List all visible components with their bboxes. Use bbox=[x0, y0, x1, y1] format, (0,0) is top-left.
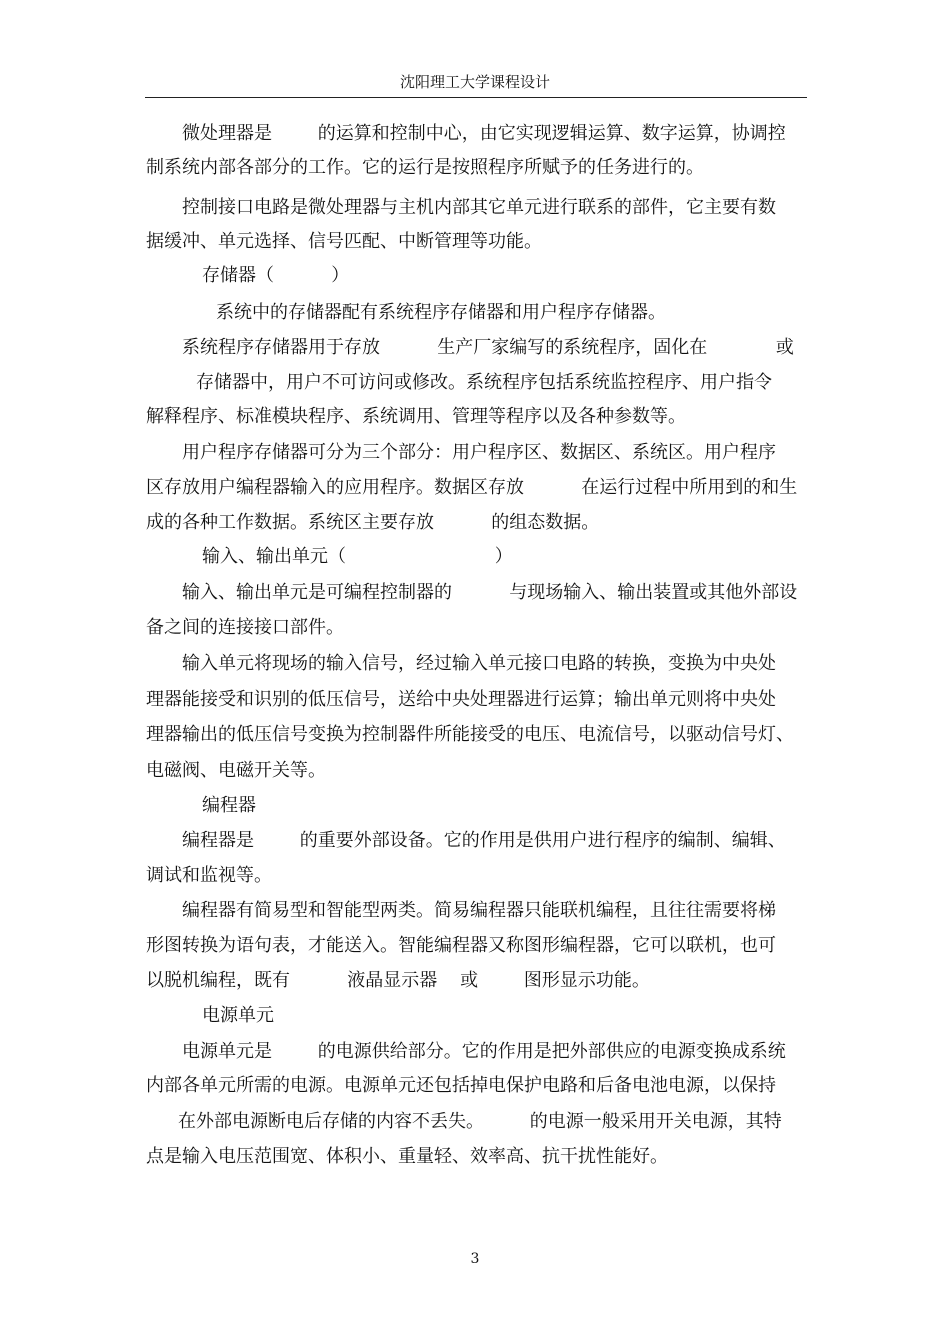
body-line: 存储器中，用户不可访问或修改。系统程序包括系统监控程序、用户指令 bbox=[196, 372, 772, 393]
body-line: 用户程序存储器可分为三个部分：用户程序区、数据区、系统区。用户程序 bbox=[182, 442, 776, 463]
body-line: 系统中的存储器配有系统程序存储器和用户程序存储器。 bbox=[216, 302, 666, 323]
body-line: 控制接口电路是微处理器与主机内部其它单元进行联系的部件，它主要有数 bbox=[182, 197, 776, 218]
body-line: 备之间的连接接口部件。 bbox=[146, 617, 344, 638]
body-line: 输入单元将现场的输入信号，经过输入单元接口电路的转换，变换为中央处 bbox=[182, 653, 776, 674]
section-heading-storage: 存储器（ ） bbox=[202, 265, 350, 286]
section-heading-power: 电源单元 bbox=[202, 1005, 274, 1026]
body-line: 内部各单元所需的电源。电源单元还包括掉电保护电路和后备电池电源，以保持 bbox=[146, 1075, 776, 1096]
body-line: 成的各种工作数据。系统区主要存放 的组态数据。 bbox=[146, 512, 600, 533]
body-line: 编程器有简易型和智能型两类。简易编程器只能联机编程，且往往需要将梯 bbox=[182, 900, 776, 921]
body-line: 电磁阀、电磁开关等。 bbox=[146, 760, 326, 781]
body-line: 系统程序存储器用于存放 生产厂家编写的系统程序，固化在 或 bbox=[182, 337, 794, 358]
body-line: 制系统内部各部分的工作。它的运行是按照程序所赋予的任务进行的。 bbox=[146, 157, 704, 178]
body-line: 点是输入电压范围宽、体积小、重量轻、效率高、抗干扰性能好。 bbox=[146, 1146, 668, 1167]
body-line: 区存放用户编程器输入的应用程序。数据区存放 在运行过程中所用到的和生 bbox=[146, 477, 798, 498]
body-line: 形图转换为语句表，才能送入。智能编程器又称图形编程器，它可以联机，也可 bbox=[146, 935, 776, 956]
body-line: 理器输出的低压信号变换为控制器件所能接受的电压、电流信号，以驱动信号灯、 bbox=[146, 724, 794, 745]
body-line: 据缓冲、单元选择、信号匹配、中断管理等功能。 bbox=[146, 231, 542, 252]
page-header: 沈阳理工大学课程设计 bbox=[399, 73, 550, 91]
section-heading-programmer: 编程器 bbox=[202, 795, 256, 816]
body-line: 微处理器是 的运算和控制中心，由它实现逻辑运算、数字运算，协调控 bbox=[182, 123, 786, 144]
body-line: 电源单元是 的电源供给部分。它的作用是把外部供应的电源变换成系统 bbox=[182, 1041, 786, 1062]
section-heading-io: 输入、输出单元（ ） bbox=[202, 546, 513, 567]
page-number: 3 bbox=[470, 1251, 480, 1267]
header-rule bbox=[145, 97, 807, 98]
body-line: 以脱机编程，既有 液晶显示器 或 图形显示功能。 bbox=[146, 970, 650, 991]
body-line: 在外部电源断电后存储的内容不丢失。 的电源一般采用开关电源，其特 bbox=[178, 1111, 782, 1132]
body-line: 理器能接受和识别的低压信号，送给中央处理器进行运算；输出单元则将中央处 bbox=[146, 689, 776, 710]
body-line: 输入、输出单元是可编程控制器的 与现场输入、输出装置或其他外部设 bbox=[182, 582, 798, 603]
body-line: 解释程序、标准模块程序、系统调用、管理等程序以及各种参数等。 bbox=[146, 406, 686, 427]
body-line: 调试和监视等。 bbox=[146, 865, 272, 886]
body-line: 编程器是 的重要外部设备。它的作用是供用户进行程序的编制、编辑、 bbox=[182, 830, 786, 851]
